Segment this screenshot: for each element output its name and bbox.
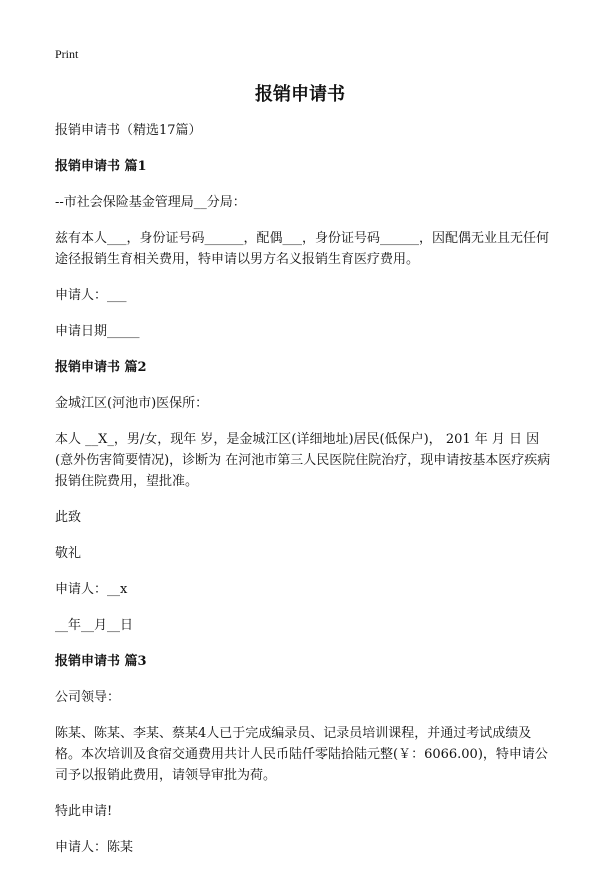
- recipient-line: --市社会保险基金管理局__分局：: [55, 195, 246, 210]
- closing-line: 敬礼: [55, 546, 82, 561]
- applicant-line: 申请人：陈某: [55, 840, 134, 855]
- date-line: 申请日期_____: [55, 324, 140, 339]
- page-title: 报销申请书: [255, 84, 345, 105]
- section-heading: 报销申请书 篇3: [55, 654, 147, 669]
- body-paragraph: 本人 __X_，男/女，现年 岁，是金城江区(详细地址)居民(低保户)， 201 年 月 日 因(意外伤害简要情况)，诊断为 在河池市第三人民医院住院治疗，现申请按基本医疗疾病报销住院费用，望批准。: [55, 432, 551, 489]
- section-3: [55, 651, 551, 858]
- closing-line: 特此申请!: [55, 804, 113, 819]
- body-paragraph: 兹有本人___，身份证号码______，配偶___，身份证号码______，因配偶无业且无任何途径报销生育相关费用，特申请以男方名义报销生育医疗费用。: [55, 231, 550, 267]
- document-subtitle: 报销申请书（精选17篇）: [55, 123, 202, 138]
- section-heading: 报销申请书 篇2: [55, 360, 147, 375]
- recipient-line: 公司领导：: [55, 690, 121, 705]
- closing-line: 此致: [55, 510, 82, 525]
- applicant-line: 申请人：___: [55, 288, 127, 303]
- body-paragraph: 陈某、陈某、李某、蔡某4人已于完成编录员、记录员培训课程，并通过考试成绩及格。本次培训及食宿交通费用共计人民币陆仟零陆拾陆元整(￥：6066.00)，特申请公司予以报销此费用，请领导审批为荷。: [55, 726, 548, 783]
- section-heading: 报销申请书 篇1: [55, 159, 147, 174]
- print-label: Print: [55, 47, 79, 61]
- section-2: [55, 357, 551, 636]
- section-1: [55, 156, 551, 342]
- applicant-line: 申请人：__x: [55, 582, 128, 597]
- recipient-line: 金城江区(河池市)医保所：: [55, 396, 209, 411]
- document-body: [55, 120, 551, 873]
- date-line: __年__月__日: [55, 618, 134, 633]
